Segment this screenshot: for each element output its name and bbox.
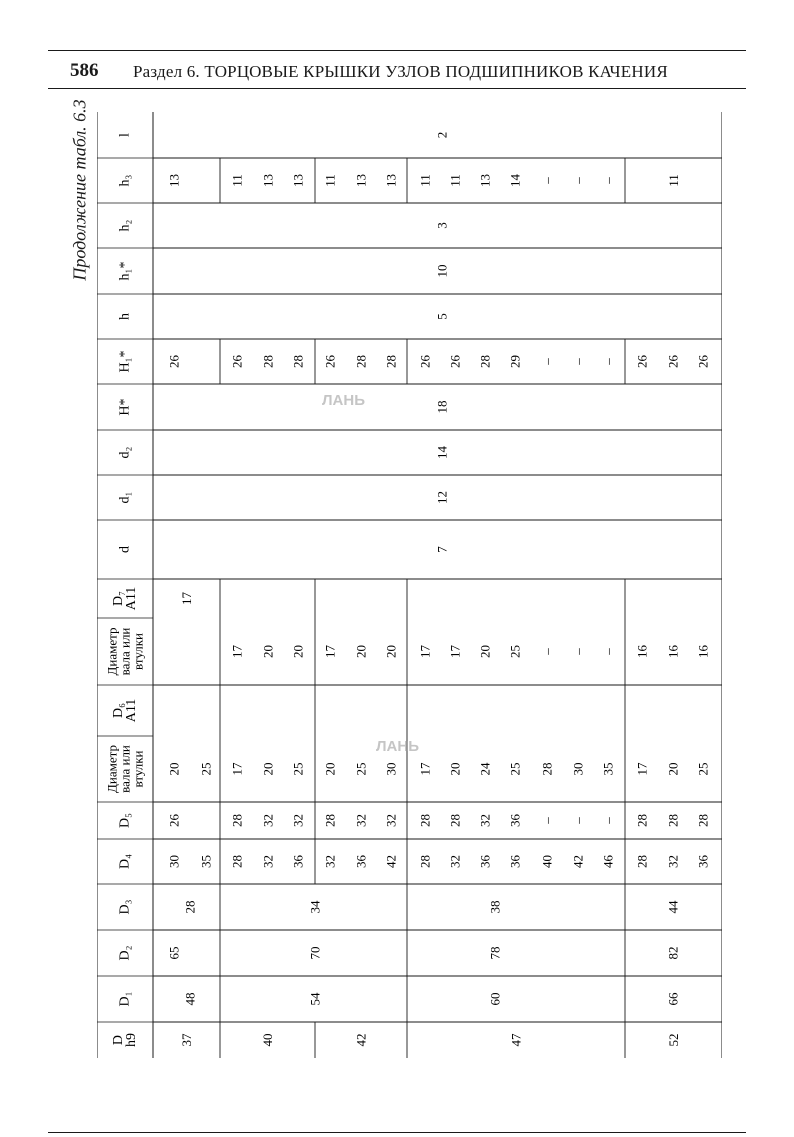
cell-D4: 36	[695, 855, 711, 868]
cell-shaft-diameter-1: 30	[383, 762, 399, 776]
cell-D: 40	[260, 1033, 275, 1047]
cell-D5: 28	[695, 814, 711, 827]
cell-H1: 26	[229, 355, 245, 368]
table-header-line: A11	[124, 586, 139, 611]
cell-D1: 66	[665, 992, 681, 1006]
cell-D3: 28	[182, 900, 198, 914]
cell-shaft-diameter-1: 17	[634, 762, 650, 776]
cell-D: 47	[508, 1033, 524, 1047]
cell-D4: 42	[383, 855, 399, 868]
cell-H1: 28	[290, 355, 306, 368]
cell-h3: 13	[290, 174, 306, 187]
table-header-line: вала или	[117, 745, 133, 793]
header-h1: h₁*	[117, 261, 133, 281]
cell-H1: –	[539, 358, 555, 365]
footer-rule	[48, 1132, 746, 1133]
cell-shaft-diameter-2: 17	[229, 645, 245, 658]
table-header-line: втулки	[130, 632, 146, 671]
cell-D4: 28	[634, 855, 650, 868]
cell-D3-merged: 34	[307, 900, 323, 914]
cell-h3: 13	[383, 174, 399, 187]
section-title: Раздел 6. ТОРЦОВЫЕ КРЫШКИ УЗЛОВ ПОДШИПНИКОВ КАЧЕНИЯ	[133, 62, 668, 81]
header-d: d	[117, 546, 133, 553]
header-h: h	[117, 313, 133, 320]
cell-H1: 28	[353, 355, 369, 368]
cell-d2-merged: 14	[434, 446, 450, 459]
cell-D: 42	[353, 1033, 369, 1047]
table-header-line: Диаметр	[104, 745, 120, 793]
cell-shaft-diameter-1: 20	[665, 762, 681, 776]
table-header-line: A11	[124, 698, 139, 723]
cell-D4: 32	[447, 855, 463, 868]
cell-D1: 60	[487, 992, 503, 1006]
watermark-upper: ЛАНЬ	[322, 392, 365, 409]
cell-D2: 82	[665, 946, 681, 960]
header-bottom-rule	[48, 88, 746, 89]
cell-shaft-diameter-1: 35	[600, 762, 616, 776]
header-H1: H₁*	[117, 350, 133, 373]
cell-D5: 32	[383, 814, 399, 827]
cell-shaft-diameter-1: 30	[570, 762, 586, 776]
cell-shaft-diameter-1: 28	[539, 762, 555, 776]
header-D2: D₂	[117, 945, 133, 961]
cell-D4: 46	[600, 855, 616, 868]
cell-D5: 36	[507, 814, 523, 827]
cell-D4: 40	[539, 855, 555, 868]
header-D6-A11	[111, 699, 139, 723]
cell-shaft-diameter-1: 17	[417, 762, 433, 776]
cell-d-merged: 7	[434, 546, 450, 553]
cell-shaft-diameter-1: 25	[353, 762, 369, 776]
cell-D5: 28	[665, 814, 681, 827]
cell-D7: 17	[179, 592, 194, 605]
header-D5: D₅	[117, 813, 133, 828]
cell-h3: 11	[322, 174, 338, 187]
cell-D5: 32	[260, 814, 276, 827]
cell-D3: 38	[487, 900, 503, 914]
cell-h3: 11	[229, 174, 245, 187]
cell-D1-merged: 54	[307, 992, 323, 1006]
header-d1: d₁	[117, 491, 133, 504]
cell-D5: 28	[447, 814, 463, 827]
table-header-line: втулки	[130, 750, 146, 788]
cell-shaft-diameter-2: 20	[383, 645, 399, 658]
header-D4: D₄	[117, 854, 133, 869]
cell-h3: 11	[447, 174, 463, 187]
cell-D2: 78	[487, 946, 503, 960]
header-shaft-diameter-1	[105, 745, 146, 793]
cell-shaft-diameter-1: 17	[229, 762, 245, 776]
table-header-line: Диаметр	[104, 627, 120, 676]
cell-H1: –	[600, 358, 616, 365]
table-svg	[97, 112, 722, 1058]
cell-D4: 35	[198, 855, 214, 868]
cell-D4: 36	[477, 855, 493, 868]
cell-H1: 26	[322, 355, 338, 368]
cell-shaft-diameter-1: 24	[477, 762, 493, 776]
cell-h-merged: 5	[434, 313, 450, 320]
cell-D4: 32	[260, 855, 276, 868]
cell-shaft-diameter-1: 20	[260, 762, 276, 776]
cell-shaft-diameter-2: 20	[353, 645, 369, 658]
cell-H1: 26	[634, 355, 650, 368]
cell-shaft-diameter-2: 25	[507, 645, 523, 658]
header-D3: D₃	[117, 899, 133, 915]
cell-D5: –	[600, 817, 616, 824]
table-continuation-caption: Продолжение табл. 6.3	[69, 99, 90, 281]
cell-D5: 26	[166, 814, 182, 827]
cell-D5: 28	[417, 814, 433, 827]
cell-shaft-diameter-2: –	[539, 648, 555, 655]
cell-shaft-diameter-1: 25	[198, 762, 214, 776]
cell-d1-merged: 12	[434, 491, 450, 504]
cell-shaft-diameter-2: 20	[260, 645, 276, 658]
cell-H1: 28	[477, 355, 493, 368]
cell-H1: –	[570, 358, 586, 365]
table-header-line: вала или	[117, 627, 133, 676]
cell-D4: 32	[322, 855, 338, 868]
cell-shaft-diameter-2: 16	[665, 645, 681, 658]
header-h3: h₃	[117, 174, 133, 187]
table-header-line: D	[111, 1034, 126, 1046]
cell-h1-merged: 10	[434, 264, 450, 278]
cell-h3: 13	[353, 174, 369, 187]
cell-D4: 30	[166, 855, 182, 868]
header-H: H*	[117, 398, 133, 416]
cell-shaft-diameter-2: –	[570, 648, 586, 655]
cell-h3: –	[600, 177, 616, 184]
cell-shaft-diameter-2: –	[600, 648, 616, 655]
cell-D3: 44	[665, 900, 681, 914]
header-d2: d₂	[117, 446, 133, 459]
cell-D4: 32	[665, 855, 681, 868]
cell-D2: 65	[166, 946, 182, 960]
cell-D: 52	[666, 1033, 681, 1047]
cell-shaft-diameter-2: 17	[417, 645, 433, 658]
cell-shaft-diameter-1: 25	[695, 762, 711, 776]
header-shaft-diameter-2	[105, 628, 146, 676]
header-top-rule	[48, 50, 746, 51]
cell-shaft-diameter-1: 25	[290, 762, 306, 776]
cell-shaft-diameter-2: 17	[322, 645, 338, 658]
cell-shaft-diameter-2: 17	[447, 645, 463, 658]
cell-H1: 26	[695, 355, 711, 368]
cell-h3: 13	[477, 174, 493, 187]
cell-D5: 28	[634, 814, 650, 827]
watermark-lower: ЛАНЬ	[376, 738, 419, 755]
cell-H1: 28	[383, 355, 399, 368]
cell-D5: 32	[353, 814, 369, 827]
cell-shaft-diameter-1: 20	[447, 762, 463, 776]
cell-D4: 42	[570, 855, 586, 868]
cell-D4: 36	[507, 855, 523, 868]
table-header-line: D₇	[111, 591, 126, 606]
cell-D4: 36	[290, 855, 306, 868]
cell-H-merged: 18	[434, 400, 450, 414]
page-number: 586	[70, 60, 99, 81]
cell-H1: 29	[507, 355, 523, 368]
cell-D4: 36	[353, 855, 369, 868]
cell-shaft-diameter-2: 20	[477, 645, 493, 658]
table-header-line: h9	[124, 1033, 139, 1047]
cell-shaft-diameter-2: 16	[634, 645, 650, 658]
cell-shaft-diameter-2: 16	[695, 645, 711, 658]
cell-H1: 26	[665, 355, 681, 368]
cell-D4: 28	[417, 855, 433, 868]
cell-H1: 26	[417, 355, 433, 368]
cell-H1: 26	[166, 355, 182, 368]
cell-shaft-diameter-1: 25	[507, 762, 523, 776]
cell-l-merged: 2	[434, 131, 450, 139]
cell-D5: 28	[322, 814, 338, 827]
cell-h3: 13	[260, 174, 276, 187]
cell-h3: 14	[507, 174, 523, 187]
header-D7-A11	[111, 587, 139, 611]
cell-shaft-diameter-1: 20	[322, 762, 338, 776]
cell-D1: 48	[182, 992, 198, 1006]
cell-h3: 11	[417, 174, 433, 187]
cell-D5: 28	[229, 814, 245, 827]
cell-shaft-diameter-1: 20	[166, 762, 182, 776]
rotated-data-table	[97, 112, 722, 1058]
table-header-line: D₆	[111, 703, 126, 718]
cell-h3: 11	[666, 174, 681, 187]
cell-D5: –	[539, 817, 555, 824]
cell-shaft-diameter-2: 20	[290, 645, 306, 658]
cell-h3: –	[539, 177, 555, 184]
cell-h3: –	[570, 177, 586, 184]
cell-D5: 32	[290, 814, 306, 827]
cell-D5: –	[570, 817, 586, 824]
cell-H1: 28	[260, 355, 276, 368]
cell-h2-merged: 3	[434, 222, 450, 229]
cell-D2-merged: 70	[307, 946, 323, 960]
cell-D4: 28	[229, 855, 245, 868]
header-D1: D₁	[117, 991, 133, 1007]
header-D-h9	[111, 1033, 139, 1047]
cell-D: 37	[179, 1033, 194, 1047]
cell-H1: 26	[447, 355, 463, 368]
header-l: l	[117, 133, 133, 137]
cell-D5: 32	[477, 814, 493, 827]
cell-h3: 13	[166, 174, 182, 187]
header-h2: h₂	[117, 219, 133, 232]
